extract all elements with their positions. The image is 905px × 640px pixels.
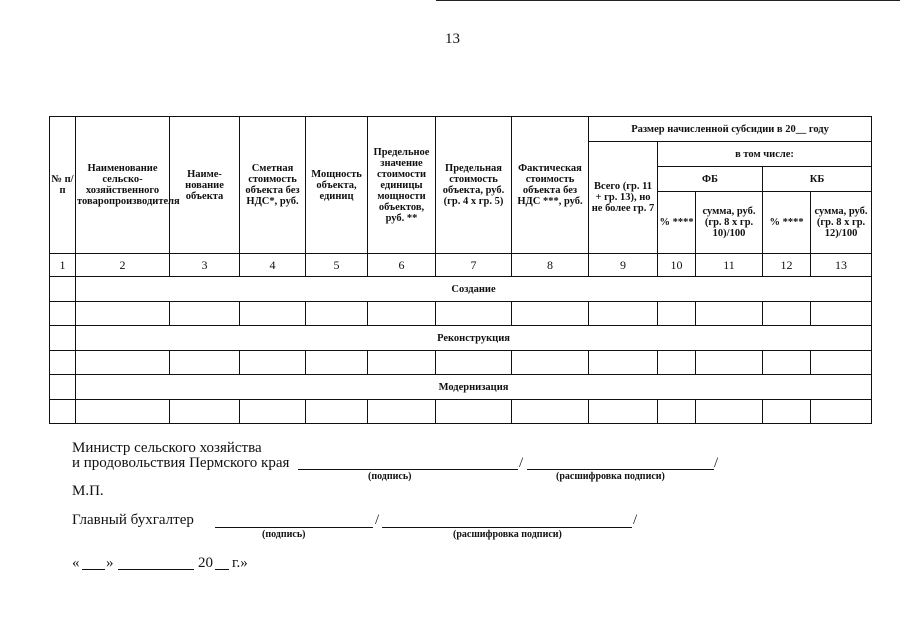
col-number: 1 bbox=[50, 254, 76, 277]
header-fb-percent: % **** bbox=[658, 192, 696, 254]
header-max-cost: Предельная стоимость объекта, руб. (гр. 4 х гр. 5) bbox=[436, 117, 512, 254]
col-number: 3 bbox=[170, 254, 240, 277]
table-cell bbox=[76, 351, 170, 375]
table-cell bbox=[240, 302, 306, 326]
header-num: № п/п bbox=[50, 117, 76, 254]
table-cell bbox=[589, 302, 658, 326]
table-cell bbox=[763, 351, 811, 375]
table-cell bbox=[763, 400, 811, 424]
table-cell bbox=[696, 400, 763, 424]
slash: / bbox=[519, 455, 524, 471]
table-cell bbox=[76, 400, 170, 424]
table-cell bbox=[811, 351, 872, 375]
caption-signature: (подпись) bbox=[368, 471, 412, 482]
header-kb-sum: сумма, руб. (гр. 8 х гр. 12)/100 bbox=[811, 192, 872, 254]
table-cell bbox=[76, 302, 170, 326]
section-title-creation: Создание bbox=[76, 277, 872, 302]
col-number: 8 bbox=[512, 254, 589, 277]
date-day-line bbox=[82, 569, 105, 570]
caption-decode: (расшифровка подписи) bbox=[556, 471, 665, 482]
section-title-reconstruction: Реконструкция bbox=[76, 326, 872, 351]
date-year: 20 bbox=[198, 555, 213, 571]
table-cell bbox=[696, 302, 763, 326]
table-cell bbox=[811, 400, 872, 424]
header-total: Всего (гр. 11 + гр. 13), но не более гр. 7 bbox=[589, 142, 658, 254]
caption-decode: (расшифровка подписи) bbox=[453, 529, 562, 540]
column-number-row bbox=[50, 254, 872, 277]
table-cell bbox=[170, 400, 240, 424]
header-kb-percent: % **** bbox=[763, 192, 811, 254]
header-kb: КБ bbox=[763, 167, 872, 192]
header-including: в том числе: bbox=[658, 142, 872, 167]
table-cell bbox=[589, 351, 658, 375]
table-cell bbox=[170, 302, 240, 326]
table-cell bbox=[658, 400, 696, 424]
col-number: 12 bbox=[763, 254, 811, 277]
date-year-line bbox=[215, 569, 229, 570]
table-cell bbox=[512, 351, 589, 375]
table-row bbox=[50, 302, 872, 326]
table-cell bbox=[306, 400, 368, 424]
accountant-signature-line bbox=[215, 527, 373, 528]
col-number: 2 bbox=[76, 254, 170, 277]
col-number: 5 bbox=[306, 254, 368, 277]
header-object-name: Наиме-нование объекта bbox=[170, 117, 240, 254]
table-cell bbox=[436, 400, 512, 424]
subsidy-table bbox=[49, 116, 872, 424]
table-cell bbox=[368, 351, 436, 375]
date-suffix: г.» bbox=[232, 555, 248, 571]
section-title-modernization: Модернизация bbox=[76, 375, 872, 400]
header-subsidy-group: Размер начисленной субсидии в 20__ году bbox=[589, 117, 872, 142]
date-close-quote: » bbox=[106, 555, 114, 571]
table-row bbox=[50, 351, 872, 375]
table-cell bbox=[589, 400, 658, 424]
col-number: 11 bbox=[696, 254, 763, 277]
caption-signature: (подпись) bbox=[262, 529, 306, 540]
table-cell bbox=[436, 302, 512, 326]
stamp-place: М.П. bbox=[72, 483, 104, 499]
table-cell bbox=[50, 351, 76, 375]
table-cell bbox=[368, 400, 436, 424]
table-row bbox=[50, 400, 872, 424]
page-number: 13 bbox=[445, 31, 460, 47]
table-cell bbox=[512, 400, 589, 424]
minister-title-line2: и продовольствия Пермского края bbox=[72, 455, 290, 471]
table-cell bbox=[170, 351, 240, 375]
slash: / bbox=[714, 455, 719, 471]
table-cell bbox=[50, 400, 76, 424]
col-number: 9 bbox=[589, 254, 658, 277]
table-cell bbox=[811, 302, 872, 326]
table-cell bbox=[696, 351, 763, 375]
section-row-modernization bbox=[50, 375, 872, 400]
table-cell bbox=[306, 302, 368, 326]
table-cell bbox=[240, 400, 306, 424]
header-estimated-cost: Сметная стоимость объекта без НДС*, руб. bbox=[240, 117, 306, 254]
accountant-decode-line bbox=[382, 527, 632, 528]
minister-signature-line bbox=[298, 469, 518, 470]
header-capacity: Мощность объекта, единиц bbox=[306, 117, 368, 254]
col-number: 13 bbox=[811, 254, 872, 277]
header-producer: Наименование сельско-хозяйственного товаропроизводителя bbox=[76, 117, 170, 254]
table-cell bbox=[368, 302, 436, 326]
table-cell bbox=[50, 302, 76, 326]
slash: / bbox=[375, 512, 380, 528]
table-cell bbox=[50, 277, 76, 302]
header-actual-cost: Фактическая стоимость объекта без НДС ***, руб. bbox=[512, 117, 589, 254]
date-open-quote: « bbox=[72, 555, 80, 571]
table-cell bbox=[658, 351, 696, 375]
table-cell bbox=[50, 375, 76, 400]
col-number: 4 bbox=[240, 254, 306, 277]
table-cell bbox=[50, 326, 76, 351]
col-number: 10 bbox=[658, 254, 696, 277]
header-fb-sum: сумма, руб. (гр. 8 х гр. 10)/100 bbox=[696, 192, 763, 254]
section-row-creation bbox=[50, 277, 872, 302]
table-cell bbox=[306, 351, 368, 375]
minister-title-line1: Министр сельского хозяйства bbox=[72, 440, 262, 456]
table-cell bbox=[240, 351, 306, 375]
table-cell bbox=[763, 302, 811, 326]
date-month-line bbox=[118, 569, 194, 570]
col-number: 7 bbox=[436, 254, 512, 277]
slash: / bbox=[633, 512, 638, 528]
accountant-title: Главный бухгалтер bbox=[72, 512, 194, 528]
header-fb: ФБ bbox=[658, 167, 763, 192]
col-number: 6 bbox=[368, 254, 436, 277]
top-rule bbox=[436, 0, 900, 1]
section-row-reconstruction bbox=[50, 326, 872, 351]
table-cell bbox=[658, 302, 696, 326]
minister-decode-line bbox=[527, 469, 714, 470]
header-unit-limit: Предельное значение стоимости единицы мощности объектов, руб. ** bbox=[368, 117, 436, 254]
table-cell bbox=[436, 351, 512, 375]
table-cell bbox=[512, 302, 589, 326]
